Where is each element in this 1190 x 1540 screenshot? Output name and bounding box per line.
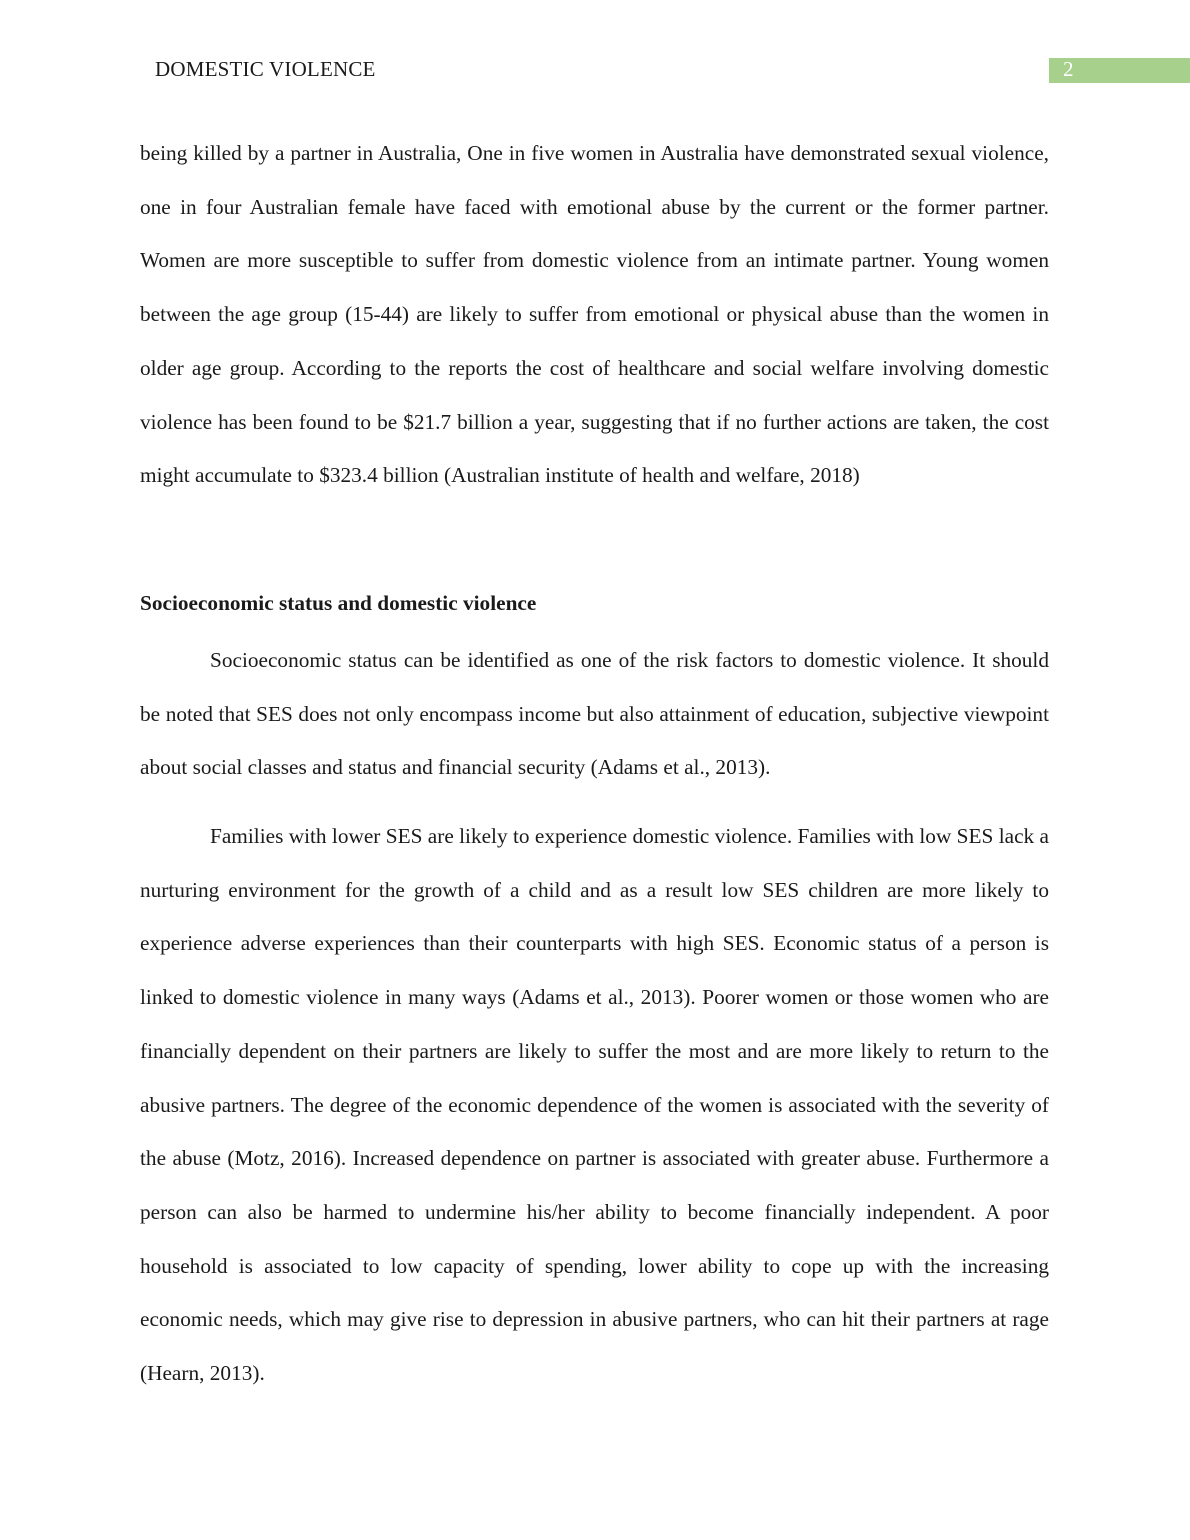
- page-number: 2: [1063, 57, 1074, 81]
- body-paragraph-ses-family: Families with lower SES are likely to experience domestic violence. Families with low SES lack a nurturing environment for the growth of a child and as a result low SES children are more likely to experience adverse experiences than their counterparts with high SES. Economic status of a person is linked to domestic violence in many ways (Adams et al., 2013). Poorer women or those women who are financially dependent on their partners are likely to suffer the most and are more likely to return to the abusive partners. The degree of the economic dependence of the women is associated with the severity of the abuse (Motz, 2016). Increased dependence on partner is associated with greater abuse. Furthermore a person can also be harmed to undermine his/her ability to become financially independent. A poor household is associated to low capacity of spending, lower ability to cope up with the increasing economic needs, which may give rise to depression in abusive partners, who can hit their partners at rage (Hearn, 2013).: [140, 824, 1049, 1386]
- body-paragraph-intro-continued: being killed by a partner in Australia, One in five women in Australia have demonstrated sexual violence, one in four Australian female have faced with emotional abuse by the current or the former partner. Women are more susceptible to suffer from domestic violence from an intimate partner. Young women between the age group (15-44) are likely to suffer from emotional or physical abuse than the women in older age group. According to the reports the cost of healthcare and social welfare involving domestic violence has been found to be $21.7 billion a year, suggesting that if no further actions are taken, the cost might accumulate to $323.4 billion (Australian institute of health and welfare, 2018): [140, 141, 1049, 488]
- body-paragraph-ses-definition: Socioeconomic status can be identified as one of the risk factors to domestic violence. It should be noted that SES does not only encompass income but also attainment of education, subjective viewpoint about social classes and status and financial security (Adams et al., 2013).: [140, 648, 1049, 780]
- section-heading: Socioeconomic status and domestic violence: [140, 591, 537, 615]
- running-head: DOMESTIC VIOLENCE: [155, 57, 376, 81]
- page-number-badge: [1049, 58, 1190, 83]
